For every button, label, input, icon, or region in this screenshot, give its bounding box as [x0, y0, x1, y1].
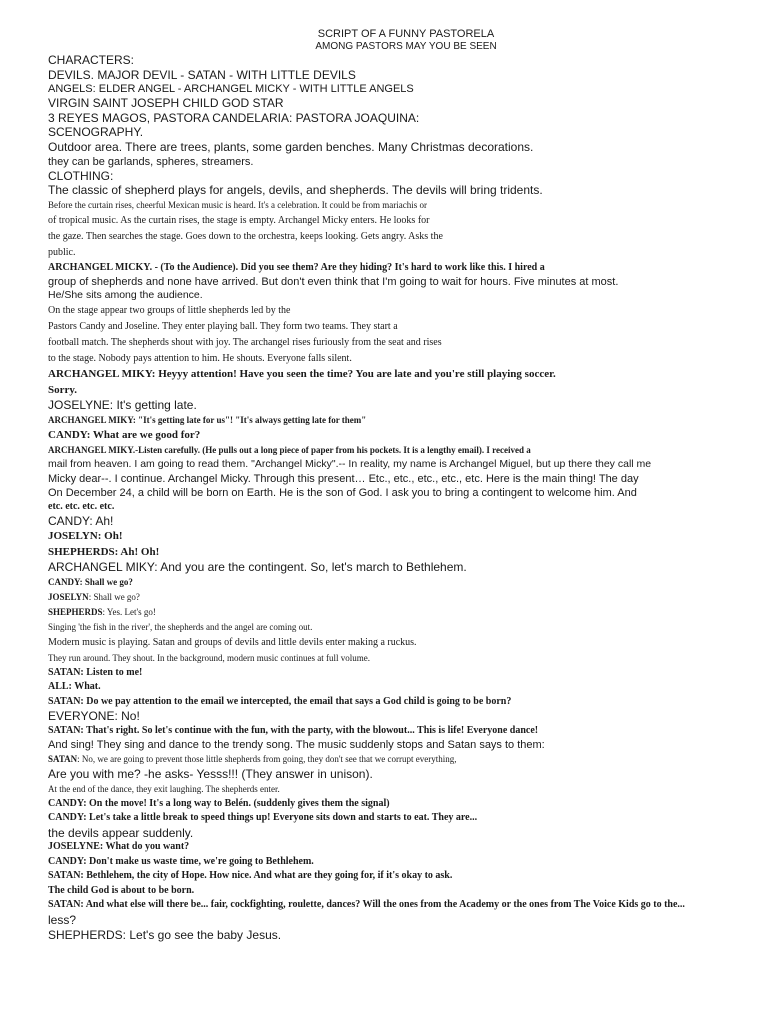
- script-body: [48, 53, 764, 942]
- speaker-name: SATAN: [48, 754, 78, 765]
- script-line: ANGELS: ELDER ANGEL - ARCHANGEL MICKY - WITH LITTLE ANGELS: [48, 83, 414, 96]
- speaker-name: JOSELYN: [48, 591, 89, 602]
- script-line: ARCHANGEL MICKY. - (To the Audience). Did you see them? Are they hiding? It's hard to work like this. I hired a: [48, 261, 545, 273]
- script-line: SATAN: Do we pay attention to the email we intercepted, the email that says a God child is going to be born?: [48, 695, 512, 707]
- script-line: CANDY: What are we good for?: [48, 428, 201, 441]
- script-line: SATAN: That's right. So let's continue with the fun, with the party, with the blowout... This is life! Everyone dance!: [48, 724, 539, 736]
- script-line: football match. The shepherds shout with joy. The archangel rises furiously from the seat and rises: [48, 337, 442, 349]
- script-line: ARCHANGEL MIKY: And you are the contingent. So, let's march to Bethlehem.: [48, 560, 467, 575]
- line-text: : Shall we go?: [88, 591, 140, 602]
- script-line: of tropical music. As the curtain rises, the stage is empty. Archangel Micky enters. He looks for: [48, 214, 430, 226]
- script-line: to the stage. Nobody pays attention to him. He shouts. Everyone falls silent.: [48, 353, 352, 365]
- script-line: The child God is about to be born.: [48, 884, 195, 896]
- script-line: ARCHANGEL MIKY.-Listen carefully. (He pulls out a long piece of paper from his pockets. It is a lengthy email). I received a: [48, 445, 531, 456]
- line-text: : Yes. Let's go!: [102, 606, 156, 617]
- script-line: SHEPHERDS: Ah! Oh!: [48, 545, 160, 558]
- script-line: DEVILS. MAJOR DEVIL - SATAN - WITH LITTLE DEVILS: [48, 67, 356, 82]
- script-line: ALL: What.: [48, 681, 101, 693]
- script-line: Outdoor area. There are trees, plants, some garden benches. Many Christmas decorations.: [48, 139, 534, 154]
- script-line: Singing 'the fish in the river', the shepherds and the angel are coming out.: [48, 621, 313, 632]
- script-line: JOSELYNE: What do you want?: [48, 841, 190, 853]
- script-line: etc. etc. etc. etc.: [48, 500, 115, 512]
- script-line: CANDY: Don't make us waste time, we're going to Bethlehem.: [48, 855, 314, 867]
- document-title: SCRIPT OF A FUNNY PASTORELA: [317, 28, 495, 40]
- script-line: On the stage appear two groups of little shepherds led by the: [48, 305, 291, 317]
- script-line: Are you with me? -he asks- Yesss!!! (They answer in unison).: [48, 767, 373, 782]
- script-line: EVERYONE: No!: [48, 709, 140, 724]
- script-line: JOSELYN: Oh!: [48, 530, 123, 543]
- script-line: [48, 590, 764, 605]
- script-line: He/She sits among the audience.: [48, 289, 203, 302]
- script-line: SATAN: Listen to me!: [48, 666, 143, 678]
- script-document: [48, 28, 764, 942]
- script-line: SATAN: And what else will there be... fair, cockfighting, roulette, dances? Will the ones from the Academy or the ones from The Voice Kids go to the...: [48, 899, 685, 911]
- script-line: public.: [48, 246, 76, 258]
- script-line: Pastors Candy and Joseline. They enter playing ball. They form two teams. They start a: [48, 321, 398, 333]
- script-line: CANDY: Let's take a little break to speed things up! Everyone sits down and starts to eat. They are...: [48, 812, 478, 824]
- script-line: [48, 752, 764, 767]
- script-line: CHARACTERS:: [48, 53, 135, 67]
- line-text: : No, we are going to prevent those little shepherds from going, they don't see that we corrupt everything,: [77, 754, 457, 765]
- script-line: On December 24, a child will be born on Earth. He is the son of God. I ask you to bring a contingent to welcome him. And: [48, 486, 637, 499]
- document-subtitle: AMONG PASTORS MAY YOU BE SEEN: [315, 41, 497, 52]
- script-line: SCENOGRAPHY.: [48, 125, 144, 140]
- script-line: At the end of the dance, they exit laughing. The shepherds enter.: [48, 783, 280, 794]
- script-line: CANDY: On the move! It's a long way to Belén. (suddenly gives them the signal): [48, 797, 390, 809]
- script-line: Micky dear--. I continue. Archangel Micky. Through this present… Etc., etc., etc., etc., etc. Here is the main thing! The day: [48, 472, 639, 485]
- script-line: They run around. They shout. In the background, modern music continues at full volume.: [48, 652, 371, 663]
- script-line: ARCHANGEL MIKY: Heyyy attention! Have you seen the time? You are late and you're still playing soccer.: [48, 368, 556, 381]
- script-line: Before the curtain rises, cheerful Mexican music is heard. It's a celebration. It could be from mariachis or: [48, 199, 427, 210]
- script-line: the devils appear suddenly.: [48, 825, 194, 840]
- script-line: And sing! They sing and dance to the trendy song. The music suddenly stops and Satan says to them:: [48, 739, 545, 752]
- script-line: they can be garlands, spheres, streamers.: [48, 155, 254, 168]
- script-line: less?: [48, 912, 77, 927]
- script-line: Sorry.: [48, 383, 78, 396]
- script-line: The classic of shepherd plays for angels, devils, and shepherds. The devils will bring tridents.: [48, 183, 543, 198]
- script-line: group of shepherds and none have arrived. But don't even think that I'm going to wait for hours. Five minutes at most.: [48, 276, 619, 289]
- script-line: CLOTHING:: [48, 168, 114, 183]
- script-line: Modern music is playing. Satan and groups of devils and little devils enter making a ruckus.: [48, 636, 417, 648]
- script-line: 3 REYES MAGOS, PASTORA CANDELARIA: PASTORA JOAQUINA:: [48, 110, 420, 125]
- script-line: ARCHANGEL MIKY: "It's getting late for us"! "It's always getting late for them": [48, 414, 367, 425]
- script-line: [48, 605, 764, 620]
- speaker-name: SHEPHERDS: [48, 606, 103, 617]
- script-line: VIRGIN SAINT JOSEPH CHILD GOD STAR: [48, 96, 284, 111]
- script-line: JOSELYNE: It's getting late.: [48, 398, 197, 413]
- script-line: SHEPHERDS: Let's go see the baby Jesus.: [48, 927, 282, 942]
- script-line: CANDY: Ah!: [48, 514, 114, 529]
- script-line: mail from heaven. I am going to read them. "Archangel Micky".-- In reality, my name is Archangel Miguel, but up there they call me: [48, 458, 652, 471]
- script-line: CANDY: Shall we go?: [48, 576, 133, 587]
- script-line: SATAN: Bethlehem, the city of Hope. How nice. And what are they going for, if it's okay to ask.: [48, 870, 453, 882]
- script-line: the gaze. Then searches the stage. Goes down to the orchestra, keeps looking. Gets angry. Asks the: [48, 230, 443, 242]
